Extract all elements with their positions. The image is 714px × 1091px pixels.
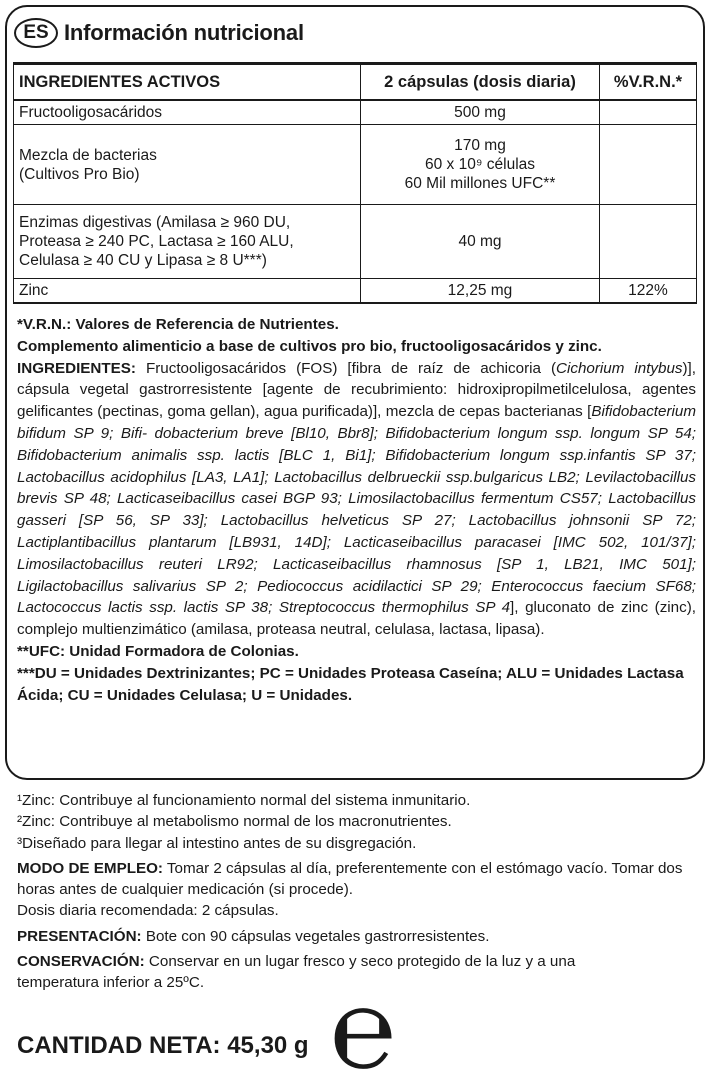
ingredient-name: Zinc bbox=[14, 279, 361, 304]
claim-metabolism: ²Zinc: Contribuye al metabolismo normal de los macronutrientes. bbox=[17, 813, 452, 831]
ingredient-name: Fructooligosacáridos bbox=[14, 100, 361, 125]
claim-immune: ¹Zinc: Contribuye al funcionamiento normal del sistema inmunitario. bbox=[17, 792, 471, 809]
presentation-label: PRESENTACIÓN: bbox=[17, 927, 142, 945]
ingredient-dose: 12,25 mg bbox=[361, 279, 600, 304]
supplement-description: Complemento alimenticio a base de cultivos pro bio, fructooligosacáridos y zinc. bbox=[17, 337, 602, 355]
ingredient-name: Enzimas digestivas (Amilasa ≥ 960 DU, Proteasa ≥ 240 PC, Lactasa ≥ 160 ALU, Celulasa ≥ 40 CU y Lipasa ≥ 8 U***) bbox=[14, 205, 361, 279]
ingredients-text: ], gluconato de zinc (zinc), complejo multienzimático (amilasa, proteasa neutral, celulasa, lactasa, lipasa). bbox=[17, 599, 696, 639]
claim-intestine: ³Diseñado para llegar al intestino antes de su disgregación. bbox=[17, 834, 417, 852]
units-note: ***DU = Unidades Dextrinizantes; PC = Unidades Proteasa Caseína; ALU = Unidades Lactasa Ácida; CU = Unidades Celulasa; U = Unidades. bbox=[17, 664, 684, 704]
table-header-row bbox=[14, 64, 697, 101]
ingredient-dose: 500 mg bbox=[361, 100, 600, 125]
usage-info bbox=[17, 790, 707, 994]
vrn-note: *V.R.N.: Valores de Referencia de Nutrientes. bbox=[17, 316, 339, 333]
presentation-text: Bote con 90 cápsulas vegetales gastrorresistentes. bbox=[141, 927, 490, 945]
table-row bbox=[14, 205, 697, 279]
language-badge: ES bbox=[14, 18, 58, 48]
ingredient-dose: 170 mg 60 x 10⁹ células 60 Mil millones UFC** bbox=[361, 125, 600, 205]
net-quantity: CANTIDAD NETA: 45,30 g bbox=[17, 1032, 309, 1059]
conservation-paragraph bbox=[17, 951, 617, 994]
nutrition-table bbox=[13, 62, 697, 304]
usage-label: MODO DE EMPLEO: bbox=[17, 859, 163, 877]
ingredients-text: Fructooligosacáridos (FOS) [fibra de raíz de achicoria ( bbox=[135, 359, 557, 377]
ingredients-italic-text: Cichorium intybus bbox=[556, 359, 683, 377]
col-header-vrn: %V.R.N.* bbox=[600, 64, 697, 101]
ingredient-vrn bbox=[600, 125, 697, 205]
panel-header bbox=[14, 18, 304, 48]
ingredients-label: INGREDIENTES: bbox=[17, 359, 136, 377]
table-row bbox=[14, 279, 697, 304]
conservation-text: Conservar en un lugar fresco y seco protegido de la luz y a una temperatura inferior a 25ºC. bbox=[17, 953, 576, 992]
table-row bbox=[14, 125, 697, 205]
col-header-ingredients: INGREDIENTES ACTIVOS bbox=[14, 64, 361, 101]
ingredients-italic-text: Bifidobacterium bifidum SP 9; Bifi- dobacterium breve [Bl10, Bbr8]; Bifidobacterium longum ssp. longum SP 54; Bifidobacterium animalis ssp. lactis [BLC 1, Bi1]; Bifidobacterium longum ssp.infantis SP 37; Lactobacillus acidophilus [LA3, LA1]; Lactobacillus delbrueckii ssp.bulgaricus LB2; Levilactobacillus brevis SP 48; Lacticaseibacillus casei BGP 93; Limosilactobacillus fermentum CS57; Lactobacillus gasseri [SP 56, SP 33]; Lactobacillus helveticus SP 27; Lactobacillus johnsonii SP 72; Lactiplantibacillus plantarum [LB931, 14D]; Lacticaseibacillus paracasei [IMC 502, 101/37]; Limosilactobacillus reuteri LR92; Lacticaseibacillus rhamnosus [SP 1, LB21, IMC 501]; Ligilactobacillus salivarius SP 2; Pediococcus acidilactici SP 29; Enterococcus faecium SF68; Lactococcus lactis ssp. lactis SP 38; Streptococcus thermophilus SP 4 bbox=[17, 403, 696, 617]
estimated-sign-icon: ℮ bbox=[330, 969, 397, 1091]
ingredient-name: Mezcla de bacterias (Cultivos Pro Bio) bbox=[14, 125, 361, 205]
ingredient-vrn: 122% bbox=[600, 279, 697, 304]
table-row bbox=[14, 100, 697, 125]
col-header-dose: 2 cápsulas (dosis diaria) bbox=[361, 64, 600, 101]
ufc-note: **UFC: Unidad Formadora de Colonias. bbox=[17, 642, 299, 660]
ingredients-paragraph bbox=[17, 358, 696, 641]
ingredients-text: )], cápsula vegetal gastrorresistente [agente de recubrimiento: hidroxipropilmetilcelulosa, agentes gelificantes (pectinas, goma gellan), agua purificada)], mezcla de cepas bacterianas [ bbox=[17, 359, 696, 421]
label-notes bbox=[17, 314, 696, 706]
conservation-label: CONSERVACIÓN: bbox=[17, 953, 145, 971]
ingredient-vrn bbox=[600, 100, 697, 125]
usage-paragraph bbox=[17, 858, 707, 901]
presentation-paragraph bbox=[17, 926, 707, 947]
usage-text: Tomar 2 cápsulas al día, preferentemente con el estómago vacío. Tomar dos horas antes de cualquier medicación (si procede). bbox=[17, 859, 683, 899]
daily-dose: Dosis diaria recomendada: 2 cápsulas. bbox=[17, 902, 279, 920]
ingredient-vrn bbox=[600, 205, 697, 279]
ingredient-dose: 40 mg bbox=[361, 205, 600, 279]
panel-title: Información nutricional bbox=[64, 20, 304, 45]
